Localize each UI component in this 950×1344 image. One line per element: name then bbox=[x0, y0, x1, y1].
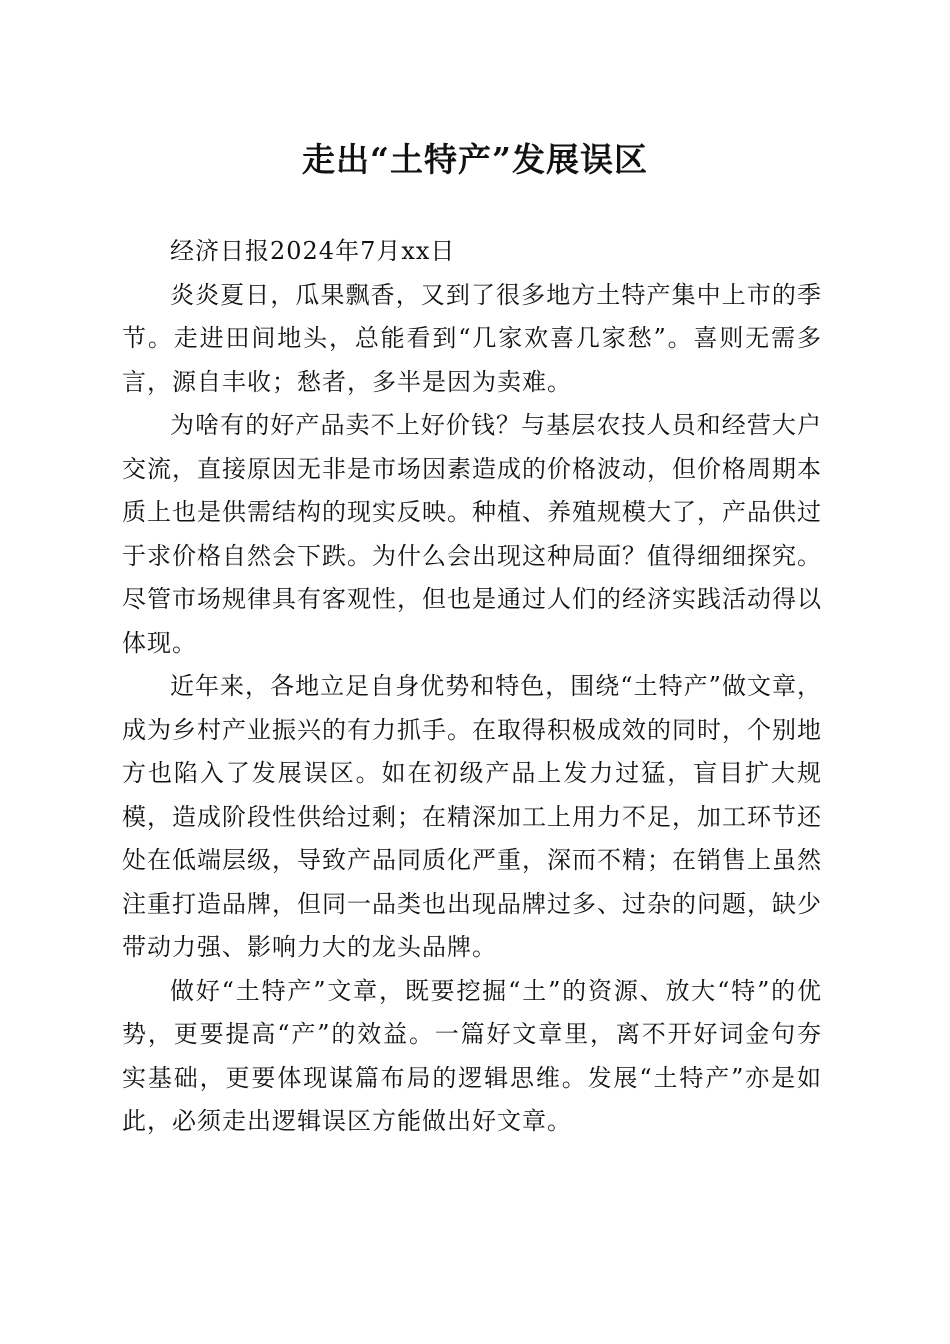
paragraph-1: 炎炎夏日，瓜果飘香，又到了很多地方土特产集中上市的季节。走进田间地头，总能看到“几家欢喜几家愁”。喜则无需多言，源自丰收；愁者，多半是因为卖难。 bbox=[122, 280, 822, 396]
paragraph-2: 为啥有的好产品卖不上好价钱？与基层农技人员和经营大户交流，直接原因无非是市场因素造成的价格波动，但价格周期本质上也是供需结构的现实反映。种植、养殖规模大了，产品供过于求价格自然会下跌。为什么会出现这种局面？值得细细探究。尽管市场规律具有客观性，但也是通过人们的经济实践活动得以体现。 bbox=[122, 411, 822, 657]
article-title: 走出“土特产”发展误区 bbox=[302, 140, 648, 179]
byline: 经济日报2024年7月xx日 bbox=[170, 237, 456, 265]
paragraph-3: 近年来，各地立足自身优势和特色，围绕“土特产”做文章，成为乡村产业振兴的有力抓手。在取得积极成效的同时，个别地方也陷入了发展误区。如在初级产品上发力过猛，盲目扩大规模，造成阶段性供给过剩；在精深加工上用力不足，加工环节还处在低端层级，导致产品同质化严重，深而不精；在销售上虽然注重打造品牌，但同一品类也出现品牌过多、过杂的问题，缺少带动力强、影响力大的龙头品牌。 bbox=[122, 672, 822, 961]
paragraph-4: 做好“土特产”文章，既要挖掘“土”的资源、放大“特”的优势，更要提高“产”的效益。一篇好文章里，离不开好词金句夯实基础，更要体现谋篇布局的逻辑思维。发展“土特产”亦是如此，必须走出逻辑误区方能做出好文章。 bbox=[122, 976, 822, 1135]
article-body bbox=[122, 230, 822, 1144]
